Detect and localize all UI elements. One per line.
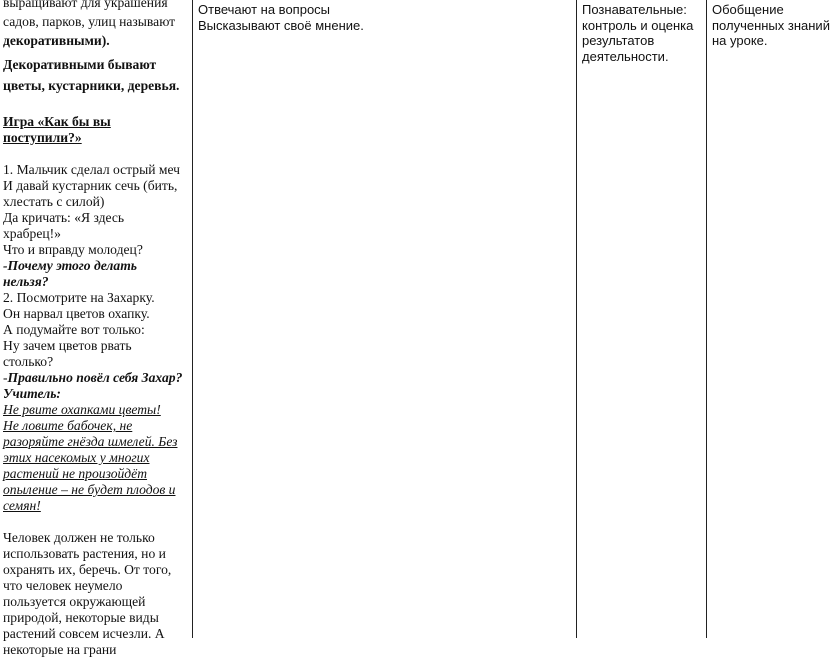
poem-line: хлестать с силой) [3,194,105,209]
student-activity-line: Отвечают на вопросы [198,2,331,17]
poem-line: Он нарвал цветов охапку. [3,306,150,321]
outcomes-cell [712,0,830,49]
teacher-line: растений не произойдёт [3,466,148,481]
learning-actions-line: контроль и оценка [582,17,694,33]
intro-line: выращивают для украшения [3,0,168,10]
closing-line: пользуется окружающей [3,594,146,609]
learning-actions-line: Познавательные: [582,2,687,17]
teacher-line: Не ловите бабочек, не [3,418,133,433]
poem-line: 1. Мальчик сделал острый меч [3,162,181,177]
learning-actions-line: результатов [582,33,655,48]
teacher-line: Не рвите охапками цветы! [3,402,161,417]
poem-line: Ну зачем цветов рвать [3,338,132,353]
intro-line: садов, парков, улиц называют [3,14,176,29]
poem-line: Что и вправду молодец? [3,242,143,257]
teacher-line: семян! [3,498,41,513]
closing-line: природой, некоторые виды [3,610,159,625]
poem-line: Да кричать: «Я здесь [3,210,125,225]
decor-line: Декоративными бывают [3,57,157,72]
question-dash: - [3,370,8,385]
question-text: Правильно повёл себя Захар? [7,370,183,385]
poem-line: А подумайте вот только: [3,322,145,337]
closing-line: использовать растения, но и [3,546,166,561]
outcomes-line: на уроке. [712,33,768,48]
poem-line: храбрец!» [3,226,61,241]
question-line: нельзя? [3,274,49,289]
teacher-activity-cell [3,0,191,658]
student-activity-line: Высказывают своё мнение. [198,17,364,33]
question-line: -Почему этого делать [3,258,137,273]
outcomes-line: полученных знаний [712,17,830,33]
teacher-label: Учитель: [3,386,61,401]
table-divider-3 [706,0,707,638]
teacher-line: разоряйте гнёзда шмелей. Без [3,434,178,449]
closing-line: что человек неумело [3,578,123,593]
game-title: Игра «Как бы вы [3,114,111,129]
closing-line: растений совсем исчезли. А [3,626,165,641]
closing-line: Человек должен не только [3,530,155,545]
question-line [3,370,191,386]
teacher-line: этих насекомых у многих [3,450,150,465]
table-divider-1 [192,0,193,638]
learning-actions-cell [582,0,704,64]
outcomes-line: Обобщение [712,2,784,17]
decor-line: цветы, кустарники, деревья. [3,78,180,93]
closing-line: некоторые на грани [3,642,117,657]
poem-line: 2. Посмотрите на Захарку. [3,290,155,305]
closing-line: охранять их, беречь. От того, [3,562,172,577]
poem-line: столько? [3,354,54,369]
student-activity-cell [198,0,574,33]
table-divider-2 [576,0,577,638]
learning-actions-line: деятельности. [582,48,669,64]
game-title: поступили?» [3,130,82,145]
intro-bold: декоративными). [3,33,110,48]
teacher-line: опыление – не будет плодов и [3,482,176,497]
poem-line: И давай кустарник сечь (бить, [3,178,178,193]
